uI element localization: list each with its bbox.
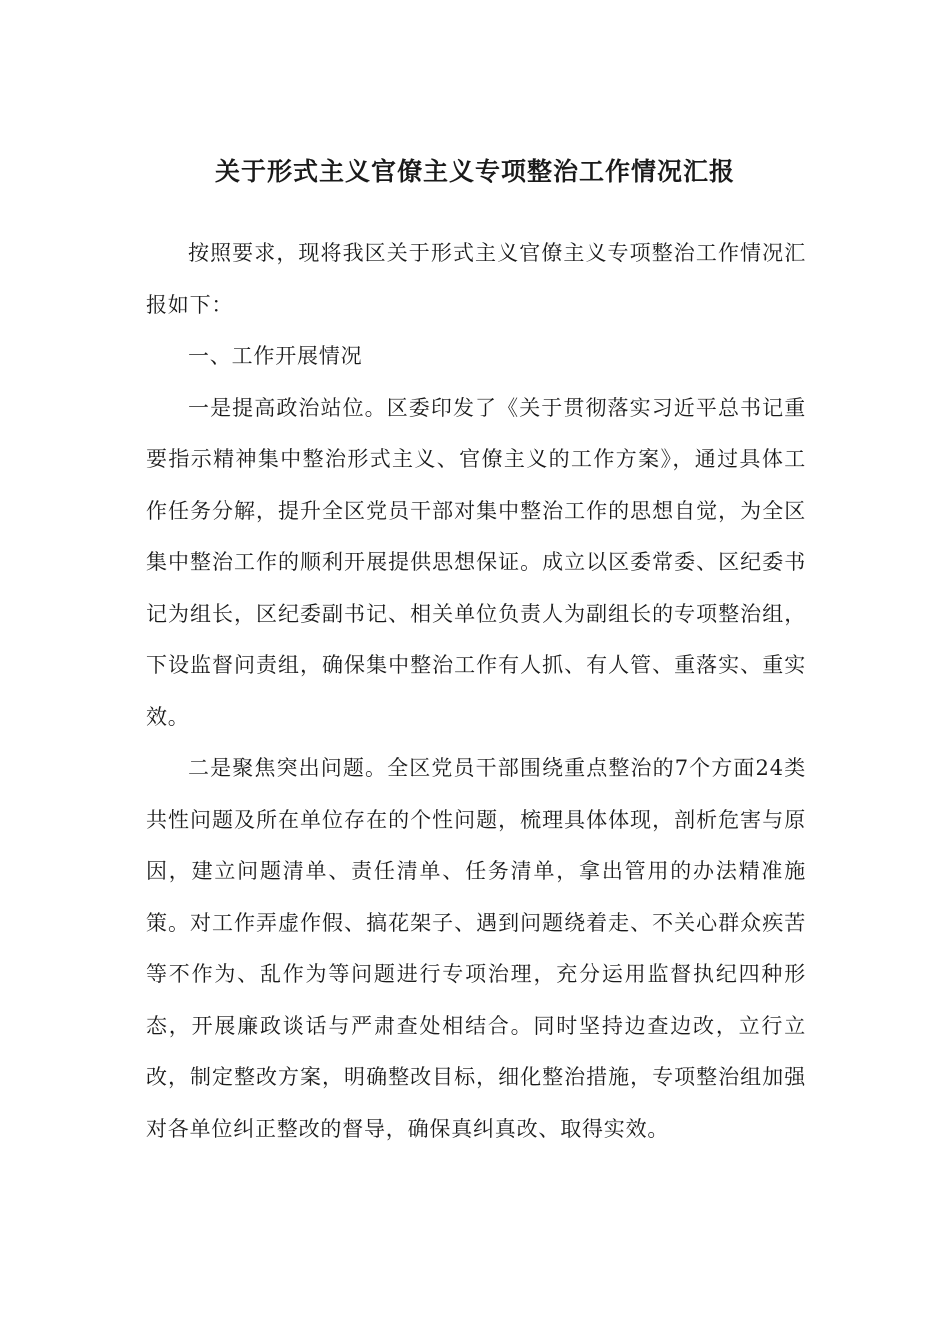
document-title: 关于形式主义官僚主义专项整治工作情况汇报 [214, 157, 735, 186]
document-body [146, 228, 806, 1155]
body-paragraph: 一是提高政治站位。区委印发了《关于贯彻落实习近平总书记重要指示精神集中整治形式主义、官僚主义的工作方案》，通过具体工作任务分解，提升全区党员干部对集中整治工作的思想自觉，为全区集中整治工作的顺利开展提供思想保证。成立以区委常委、区纪委书记为组长，区纪委副书记、相关单位负责人为副组长的专项整治组，下设监督问责组，确保集中整治工作有人抓、有人管、重落实、重实效。 [146, 395, 806, 729]
body-paragraph: 二是聚焦突出问题。全区党员干部围绕重点整治的7个方面24类共性问题及所在单位存在的个性问题，梳理具体体现，剖析危害与原因，建立问题清单、责任清单、任务清单，拿出管用的办法精准施策。对工作弄虚作假、搞花架子、遇到问题绕着走、不关心群众疾苦等不作为、乱作为等问题进行专项治理，充分运用监督执纪四种形态，开展廉政谈话与严肃查处相结合。同时坚持边查边改，立行立改，制定整改方案，明确整改目标，细化整治措施，专项整治组加强对各单位纠正整改的督导，确保真纠真改、取得实效。 [146, 756, 806, 1141]
intro-paragraph: 按照要求，现将我区关于形式主义官僚主义专项整治工作情况汇报如下： [146, 241, 806, 317]
section-heading: 一、工作开展情况 [188, 344, 363, 368]
